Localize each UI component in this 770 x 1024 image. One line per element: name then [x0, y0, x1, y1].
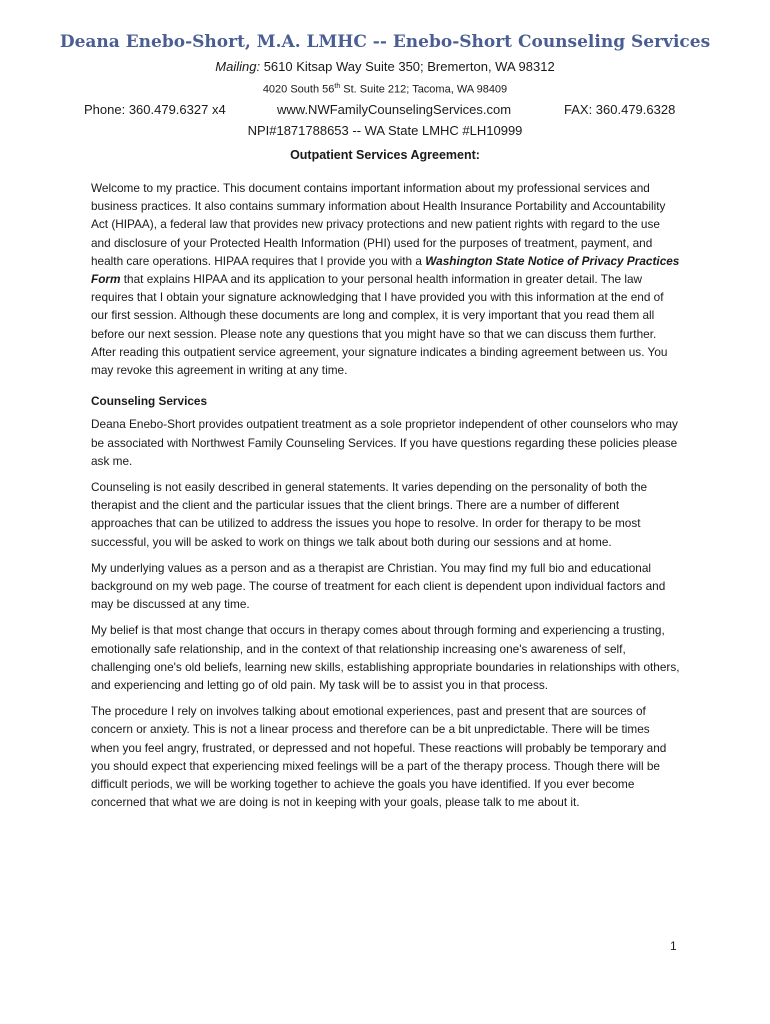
letterhead — [0, 30, 770, 141]
street-address-line — [0, 78, 770, 99]
document-body — [91, 179, 681, 820]
street-address-suffix: St. Suite 212; Tacoma, WA 98409 — [340, 83, 508, 96]
privacy-form-title: Washington State Notice of Privacy Practices Form — [91, 253, 680, 287]
paragraph: Deana Enebo-Short provides outpatient treatment as a sole proprietor independent of other counselors who may be associated with Northwest Family Counseling Services. If you have questions regarding these policies please ask me. — [91, 417, 678, 468]
section-heading-counseling-services: Counseling Services — [91, 394, 208, 409]
intro-text-part2: that explains HIPAA and its application to your personal health information in greater detail. The law requires that I obtain your signature acknowledging that I have provided you with this information at the end of our first session. Although these documents are long and complex, it is very important that you read them all before our next session. Please note any questions that you might have so that we can discuss them further. After reading this outpatient service agreement, your signature indicates a binding agreement between us. You may revoke this agreement in writing at any time. — [91, 272, 668, 378]
mailing-label: Mailing: — [215, 59, 261, 74]
contact-line — [0, 100, 770, 120]
mailing-address-line — [0, 58, 770, 76]
mailing-address: 5610 Kitsap Way Suite 350; Bremerton, WA 98312 — [260, 59, 555, 74]
intro-paragraph — [91, 179, 681, 379]
fax-number: FAX: 360.479.6328 — [564, 101, 676, 117]
paragraph: The procedure I rely on involves talking about emotional experiences, past and present that are sources of concern or anxiety. This is not a linear process and therefore can be a bit unpredictable. There will be times when you feel angry, frustrated, or depressed and not hopeful. These reactions will probably be temporary and you should expect that experiencing mixed feelings will be a part of the therapy process. Though there will be difficult periods, we will be working together to achieve the goals you have identified. If you ever become concerned that what we are doing is not in keeping with your goals, please talk to me about it. — [91, 704, 667, 810]
letterhead-title: Deana Enebo-Short, M.A. LMHC -- Enebo-Short Counseling Services — [59, 32, 711, 52]
website-link[interactable]: www.NWFamilyCounselingServices.com — [277, 101, 512, 117]
street-address-prefix: 4020 South 56 — [262, 83, 335, 96]
page-number: 1 — [670, 939, 677, 953]
license-line: NPI#1871788653 -- WA State LMHC #LH10999 — [247, 122, 523, 138]
paragraph: My belief is that most change that occurs in therapy comes about through forming and experiencing a trusting, emotionally safe relationship, and in the context of that relationship increasing one's awareness of self, challenging one's old beliefs, learning new skills, establishing appropriate boundaries in relationships with others, and experiencing and letting go of old pain. My task will be to assist you in that process. — [91, 623, 680, 693]
street-address-ordinal: th — [334, 83, 341, 90]
paragraph: My underlying values as a person and as a therapist are Christian. You may find my full bio and educational background on my web page. The course of treatment for each client is dependent upon individual factors and may be discussed at any time. — [91, 560, 666, 612]
phone-number: Phone: 360.479.6327 x4 — [84, 101, 226, 117]
document-title: Outpatient Services Agreement: — [290, 148, 480, 162]
intro-text-part1: Welcome to my practice. This document contains important information about my professional services and business practices. It also contains summary information about Health Insurance Portability and Accountability Act (HIPAA), a federal law that provides new privacy protections and new patient rights with regard to the use and disclosure of your Protected Health Information (PHI) used for the purposes of treatment, payment, and health care operations. HIPAA requires that I provide you with a — [91, 181, 666, 268]
paragraph: Counseling is not easily described in general statements. It varies depending on the personality of both the therapist and the client and the particular issues that the client brings. There are a number of different approaches that can be utilized to address the issues you hope to resolve. In order for therapy to be most successful, you will be asked to work on things we talk about both during our sessions and at home. — [91, 480, 648, 549]
